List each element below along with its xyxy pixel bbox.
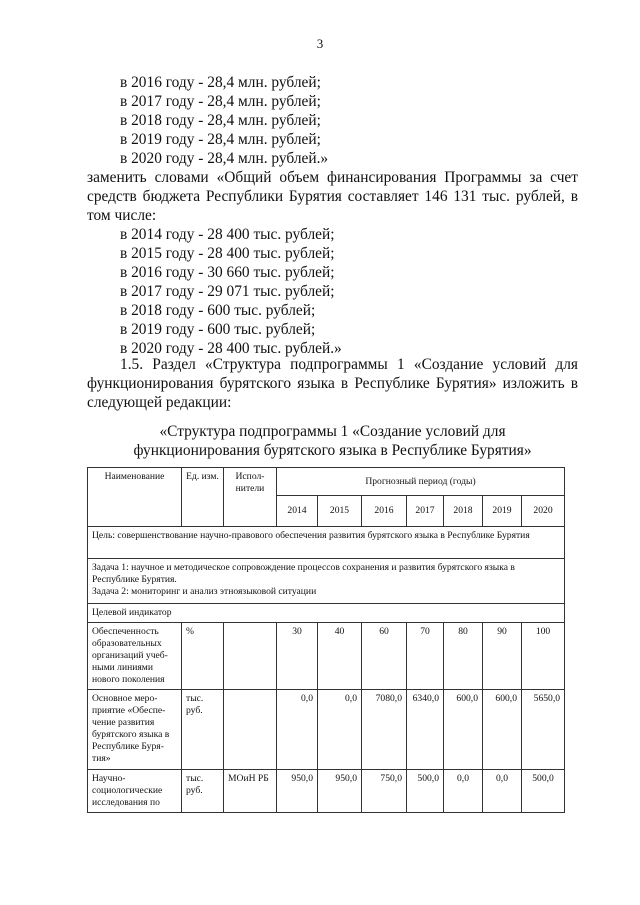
section-paragraph: 1.5. Раздел «Структура подпрограммы 1 «Создание условий для функционирования бурятского языка в Республике Бурятия» изложить в следующей редакции: (87, 356, 578, 411)
value-cell: 7080,0 (362, 690, 407, 770)
header-period: Прогнозный период (годы) (277, 468, 565, 496)
row-unit: % (182, 623, 224, 690)
row-name: Научно-социологические исследования по (88, 770, 182, 813)
structure-table (87, 467, 565, 813)
tasks-cell (88, 559, 565, 604)
list-item: в 2018 году - 600 тыс. рублей; (120, 302, 316, 319)
replace-paragraph: заменить словами «Общий объем финансирования Программы за счет средств бюджета Республики Бурятия составляет 146 131 тыс. рублей, в том числе: (87, 169, 578, 224)
row-executors: МОиН РБ (224, 770, 277, 813)
value-cell: 500,0 (407, 770, 444, 813)
year-cell: 2019 (483, 496, 522, 527)
year-cell: 2014 (277, 496, 318, 527)
table-row (88, 690, 565, 770)
value-cell: 0,0 (483, 770, 522, 813)
list-item: в 2015 году - 28 400 тыс. рублей; (120, 245, 335, 262)
list-item: в 2016 году - 28,4 млн. рублей; (120, 74, 321, 91)
year-cell: 2018 (444, 496, 483, 527)
value-cell: 40 (318, 623, 362, 690)
task-1: Задача 1: научное и методическое сопровождение процессов сохранения и развития бурятского языка в Республике Бурятия. (92, 562, 515, 585)
table-row (88, 770, 565, 813)
row-unit: тыс. руб. (182, 690, 224, 770)
value-cell: 0,0 (318, 690, 362, 770)
indicator-row (88, 604, 565, 623)
year-cell: 2017 (407, 496, 444, 527)
value-cell: 950,0 (318, 770, 362, 813)
row-executors (224, 690, 277, 770)
table-title-line: «Структура подпрограммы 1 «Создание условий для (159, 423, 506, 440)
row-executors (224, 623, 277, 690)
page-number: 3 (316, 36, 324, 51)
list-item: в 2020 году - 28 400 тыс. рублей.» (120, 340, 342, 357)
value-cell: 70 (407, 623, 444, 690)
goal-row (88, 527, 565, 559)
table-row (88, 623, 565, 690)
table-title-line: функционирования бурятского языка в Республике Бурятия» (133, 442, 532, 459)
list-item: в 2017 году - 28,4 млн. рублей; (120, 93, 321, 110)
row-unit: тыс. руб. (182, 770, 224, 813)
value-cell: 90 (483, 623, 522, 690)
value-cell: 600,0 (483, 690, 522, 770)
list-item: в 2019 году - 600 тыс. рублей; (120, 321, 316, 338)
value-cell: 950,0 (277, 770, 318, 813)
value-cell: 600,0 (444, 690, 483, 770)
value-cell: 6340,0 (407, 690, 444, 770)
row-name: Обеспеченность образовательных организаций учеб-ными линиями нового поколения (88, 623, 182, 690)
list-item: в 2016 году - 30 660 тыс. рублей; (120, 264, 335, 281)
table-header-row (88, 468, 565, 496)
funding-list-old (87, 73, 578, 358)
row-name: Основное меро-приятие «Обеспе-чение развития бурятского языка в Республике Буря-тия» (88, 690, 182, 770)
header-executors: Испол-нители (224, 468, 277, 527)
year-cell: 2015 (318, 496, 362, 527)
list-item: в 2014 году - 28 400 тыс. рублей; (120, 226, 335, 243)
value-cell: 80 (444, 623, 483, 690)
header-name: Наименование (88, 468, 182, 527)
value-cell: 750,0 (362, 770, 407, 813)
indicator-cell: Целевой индикатор (88, 604, 565, 623)
value-cell: 0,0 (444, 770, 483, 813)
value-cell: 100 (522, 623, 565, 690)
year-cell: 2016 (362, 496, 407, 527)
tasks-row (88, 559, 565, 604)
task-2: Задача 2: мониторинг и анализ этноязыковой ситуации (92, 586, 317, 597)
value-cell: 500,0 (522, 770, 565, 813)
list-item: в 2018 году - 28,4 млн. рублей; (120, 112, 321, 129)
goal-cell: Цель: совершенствование научно-правового обеспечения развития бурятского языка в Республике Бурятия (88, 527, 565, 559)
value-cell: 0,0 (277, 690, 318, 770)
year-cell: 2020 (522, 496, 565, 527)
list-item: в 2020 году - 28,4 млн. рублей.» (120, 150, 329, 167)
value-cell: 30 (277, 623, 318, 690)
value-cell: 60 (362, 623, 407, 690)
list-item: в 2017 году - 29 071 тыс. рублей; (120, 283, 335, 300)
list-item: в 2019 году - 28,4 млн. рублей; (120, 131, 321, 148)
value-cell: 5650,0 (522, 690, 565, 770)
header-unit: Ед. изм. (182, 468, 224, 527)
table-title (87, 422, 578, 460)
